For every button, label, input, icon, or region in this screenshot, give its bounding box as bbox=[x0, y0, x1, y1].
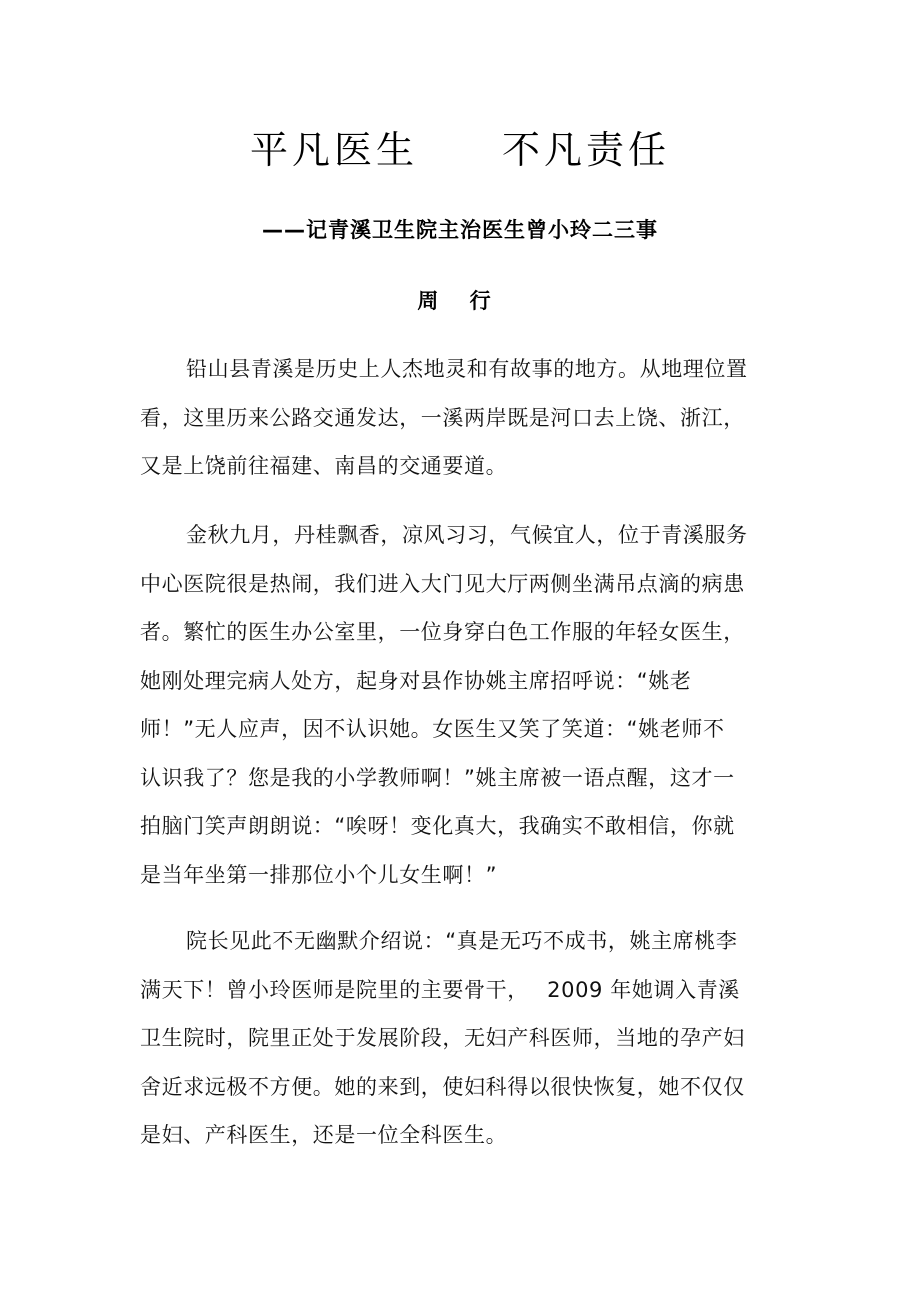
paragraph-line: 看，这里历来公路交通发达，一溪两岸既是河口去上饶、浙江， bbox=[140, 405, 745, 430]
document-subtitle: ——记青溪卫生院主治医生曾小玲二三事 bbox=[262, 218, 658, 242]
paragraph-line: 卫生院时，院里正处于发展阶段，无妇产科医师，当地的孕产妇 bbox=[140, 1026, 745, 1050]
paragraph-line: 者。繁忙的医生办公室里，一位身穿白色工作服的年轻女医生， bbox=[140, 620, 745, 644]
paragraph-1 bbox=[140, 345, 782, 491]
paragraph-line: 舍近求远极不方便。她的来到，使妇科得以很快恢复，她不仅仅 bbox=[140, 1074, 745, 1099]
paragraph-line: 师！”无人应声，因不认识她。女医生又笑了笑道：“姚老师不 bbox=[140, 717, 725, 741]
paragraph-3 bbox=[140, 917, 782, 1160]
document-title: 平凡医生 不凡责任 bbox=[249, 128, 670, 172]
paragraph-line: 拍脑门笑声朗朗说：“唉呀！变化真大，我确实不敢相信，你就 bbox=[140, 814, 735, 838]
paragraph-line: 认识我了？您是我的小学教师啊！”姚主席被一语点醒，这才一 bbox=[140, 765, 735, 790]
paragraph-line: 金秋九月，丹桂飘香，凉风习习，气候宜人，位于青溪服务 bbox=[186, 523, 748, 547]
paragraph-line: 中心医院很是热闹，我们进入大门见大厅两侧坐满吊点滴的病患 bbox=[140, 571, 745, 596]
paragraph-line: 她刚处理完病人处方，起身对县作协姚主席招呼说：“姚老 bbox=[140, 668, 692, 693]
paragraph-line: 铅山县青溪是历史上人杰地灵和有故事的地方。从地理位置 bbox=[186, 357, 748, 381]
paragraph-line: 是妇、产科医生，还是一位全科医生。 bbox=[140, 1123, 508, 1147]
paragraph-line: 满天下！曾小玲医师是院里的主要骨干， 2009 年她调入青溪 bbox=[140, 977, 740, 1002]
document-author: 周 行 bbox=[417, 289, 503, 313]
paragraph-2 bbox=[140, 511, 782, 899]
paragraph-line: 是当年坐第一排那位小个儿女生啊！” bbox=[140, 862, 498, 887]
paragraph-line: 又是上饶前往福建、南昌的交通要道。 bbox=[140, 454, 508, 478]
paragraph-line: 院长见此不无幽默介绍说：“真是无巧不成书，姚主席桃李 bbox=[186, 929, 738, 953]
